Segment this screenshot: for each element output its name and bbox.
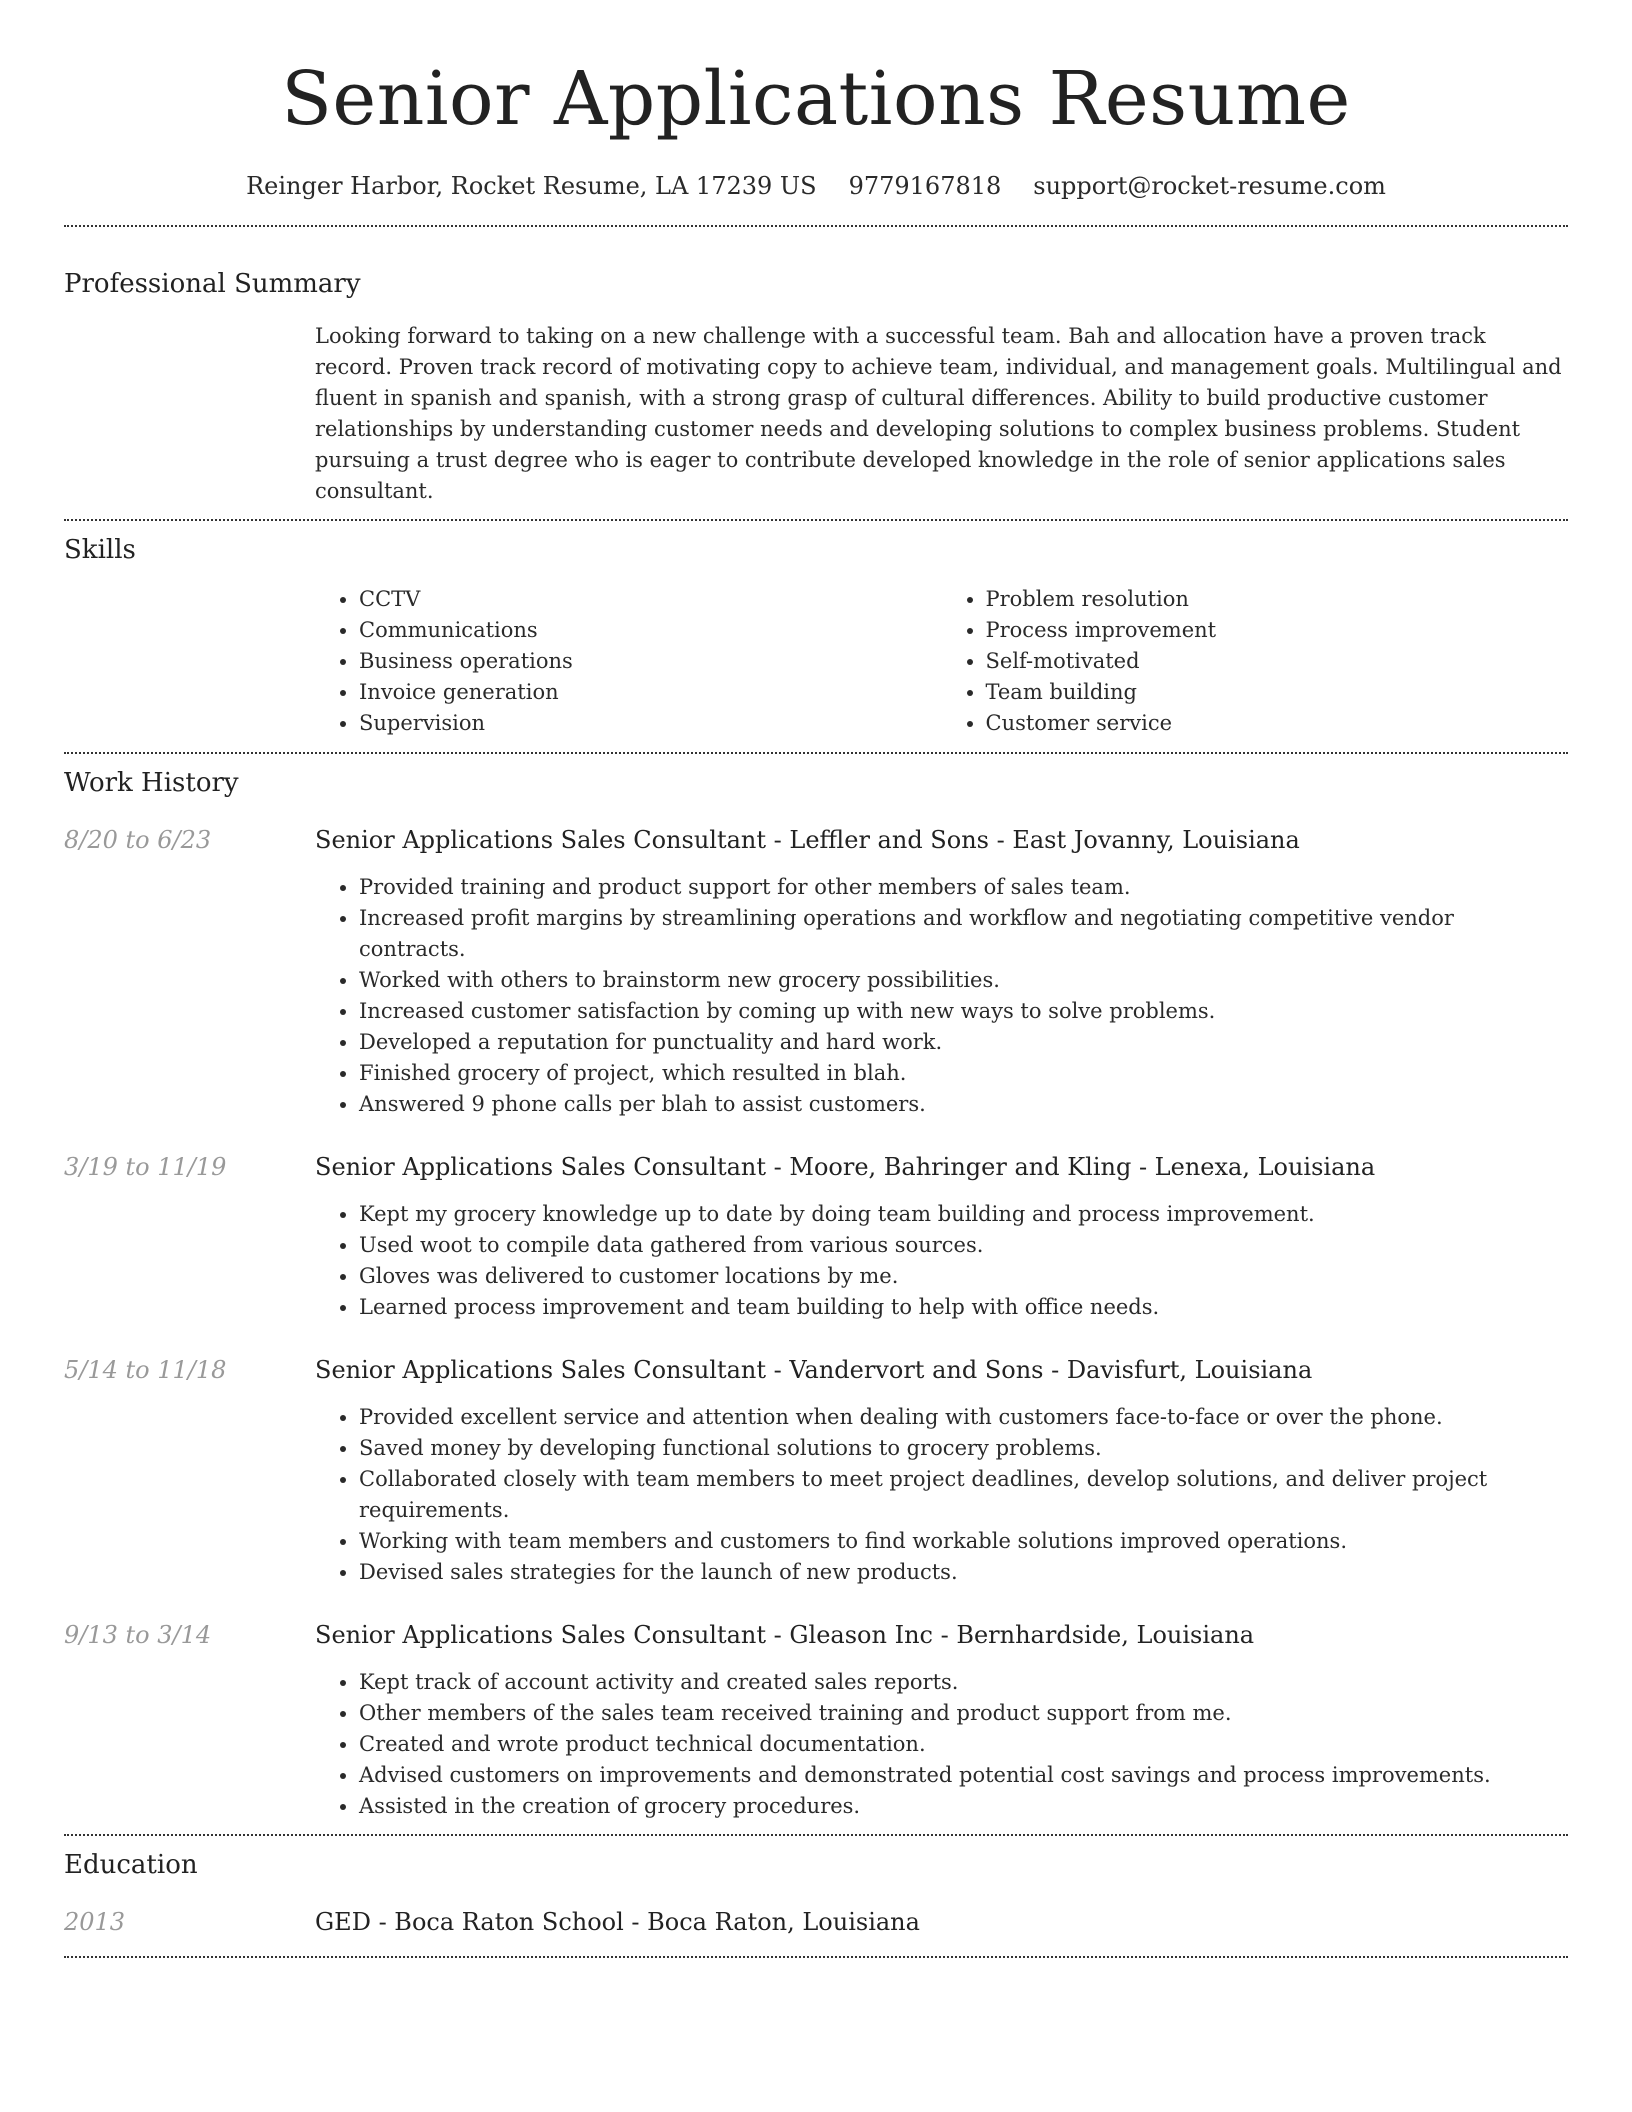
list-item: • Worked with others to brainstorm new grocery possibilities. [359,965,1568,996]
phone: 9779167818 [848,172,1002,200]
summary-body [315,321,1568,507]
list-item: • Learned process improvement and team building to help with office needs. [359,1292,1568,1323]
list-item: • Developed a reputation for punctuality and hard work. [359,1027,1568,1058]
skill-item: • CCTV [359,584,942,615]
list-item: • Kept my grocery knowledge up to date by doing team building and process improvement. [359,1199,1568,1230]
job-bullets [315,1199,1568,1323]
list-item: • Assisted in the creation of grocery procedures. [359,1791,1568,1822]
list-item: • Advised customers on improvements and demonstrated potential cost savings and process improvements. [359,1760,1568,1791]
list-item: • Gloves was delivered to customer locations by me. [359,1261,1568,1292]
list-item: • Working with team members and customers to find workable solutions improved operations. [359,1526,1568,1557]
list-item: • Answered 9 phone calls per blah to assist customers. [359,1089,1568,1120]
list-item: • Collaborated closely with team members to meet project deadlines, develop solutions, and deliver project requirements. [359,1464,1568,1526]
resume-page [64,0,1568,1958]
job-entry [64,1151,1568,1323]
skill-item: • Customer service [986,708,1569,739]
divider [64,519,1568,521]
contact-line [64,170,1568,202]
skills-column-right [942,584,1569,739]
job-title: Senior Applications Sales Consultant - Leffler and Sons - East Jovanny, Louisiana [315,826,1300,854]
education-heading: Education [64,1850,198,1880]
list-item: • Provided excellent service and attention when dealing with customers face-to-face or over the phone. [359,1402,1568,1433]
education-date: 2013 [64,1908,126,1936]
job-date: 8/20 to 6/23 [64,826,212,854]
page-title: Senior Applications Resume [281,56,1351,142]
job-title: Senior Applications Sales Consultant - Moore, Bahringer and Kling - Lenexa, Louisiana [315,1153,1376,1181]
skills-heading: Skills [64,535,136,565]
list-item: • Saved money by developing functional solutions to grocery problems. [359,1433,1568,1464]
skill-item: • Supervision [359,708,942,739]
job-entry [64,1619,1568,1822]
divider [64,1956,1568,1958]
skills-list [315,584,1568,739]
job-bullets [315,872,1568,1120]
list-item: • Increased profit margins by streamlining operations and workflow and negotiating competitive vendor contracts. [359,903,1568,965]
divider [64,225,1568,227]
address: Reinger Harbor, Rocket Resume, LA 17239 US [246,172,817,200]
job-bullets [315,1402,1568,1588]
list-item: • Used woot to compile data gathered from various sources. [359,1230,1568,1261]
list-item: • Finished grocery of project, which resulted in blah. [359,1058,1568,1089]
summary-text: Looking forward to taking on a new challenge with a successful team. Bah and allocation have a proven track record. Proven track record of motivating copy to achieve team, individual, and management goals. Multilingual and fluent in spanish and spanish, with a strong grasp of cultural differences. Ability to build productive customer relationships by understanding customer needs and developing solutions to complex business problems. Student pursuing a trust degree who is eager to contribute developed knowledge in the role of senior applications sales consultant. [315,324,1562,503]
job-date: 3/19 to 11/19 [64,1153,227,1181]
divider [64,1834,1568,1836]
job-bullets [315,1667,1568,1822]
skill-item: • Problem resolution [986,584,1569,615]
list-item: • Other members of the sales team received training and product support from me. [359,1698,1568,1729]
skills-column-left [315,584,942,739]
list-item: • Provided training and product support for other members of sales team. [359,872,1568,903]
divider [64,752,1568,754]
job-date: 9/13 to 3/14 [64,1621,212,1649]
summary-heading: Professional Summary [64,269,361,299]
list-item: • Devised sales strategies for the launch of new products. [359,1557,1568,1588]
education-detail: GED - Boca Raton School - Boca Raton, Louisiana [315,1908,920,1936]
job-date: 5/14 to 11/18 [64,1356,227,1384]
skill-item: • Team building [986,677,1569,708]
education-entry [64,1906,1568,1938]
skill-item: • Process improvement [986,615,1569,646]
list-item: • Created and wrote product technical documentation. [359,1729,1568,1760]
skill-item: • Business operations [359,646,942,677]
email: support@rocket-resume.com [1033,172,1386,200]
job-title: Senior Applications Sales Consultant - Vandervort and Sons - Davisfurt, Louisiana [315,1356,1313,1384]
job-entry [64,1354,1568,1588]
skill-item: • Invoice generation [359,677,942,708]
list-item: • Kept track of account activity and created sales reports. [359,1667,1568,1698]
work-history-heading: Work History [64,768,239,798]
job-title: Senior Applications Sales Consultant - Gleason Inc - Bernhardside, Louisiana [315,1621,1255,1649]
list-item: • Increased customer satisfaction by coming up with new ways to solve problems. [359,996,1568,1027]
skill-item: • Communications [359,615,942,646]
skill-item: • Self-motivated [986,646,1569,677]
job-entry [64,824,1568,1120]
